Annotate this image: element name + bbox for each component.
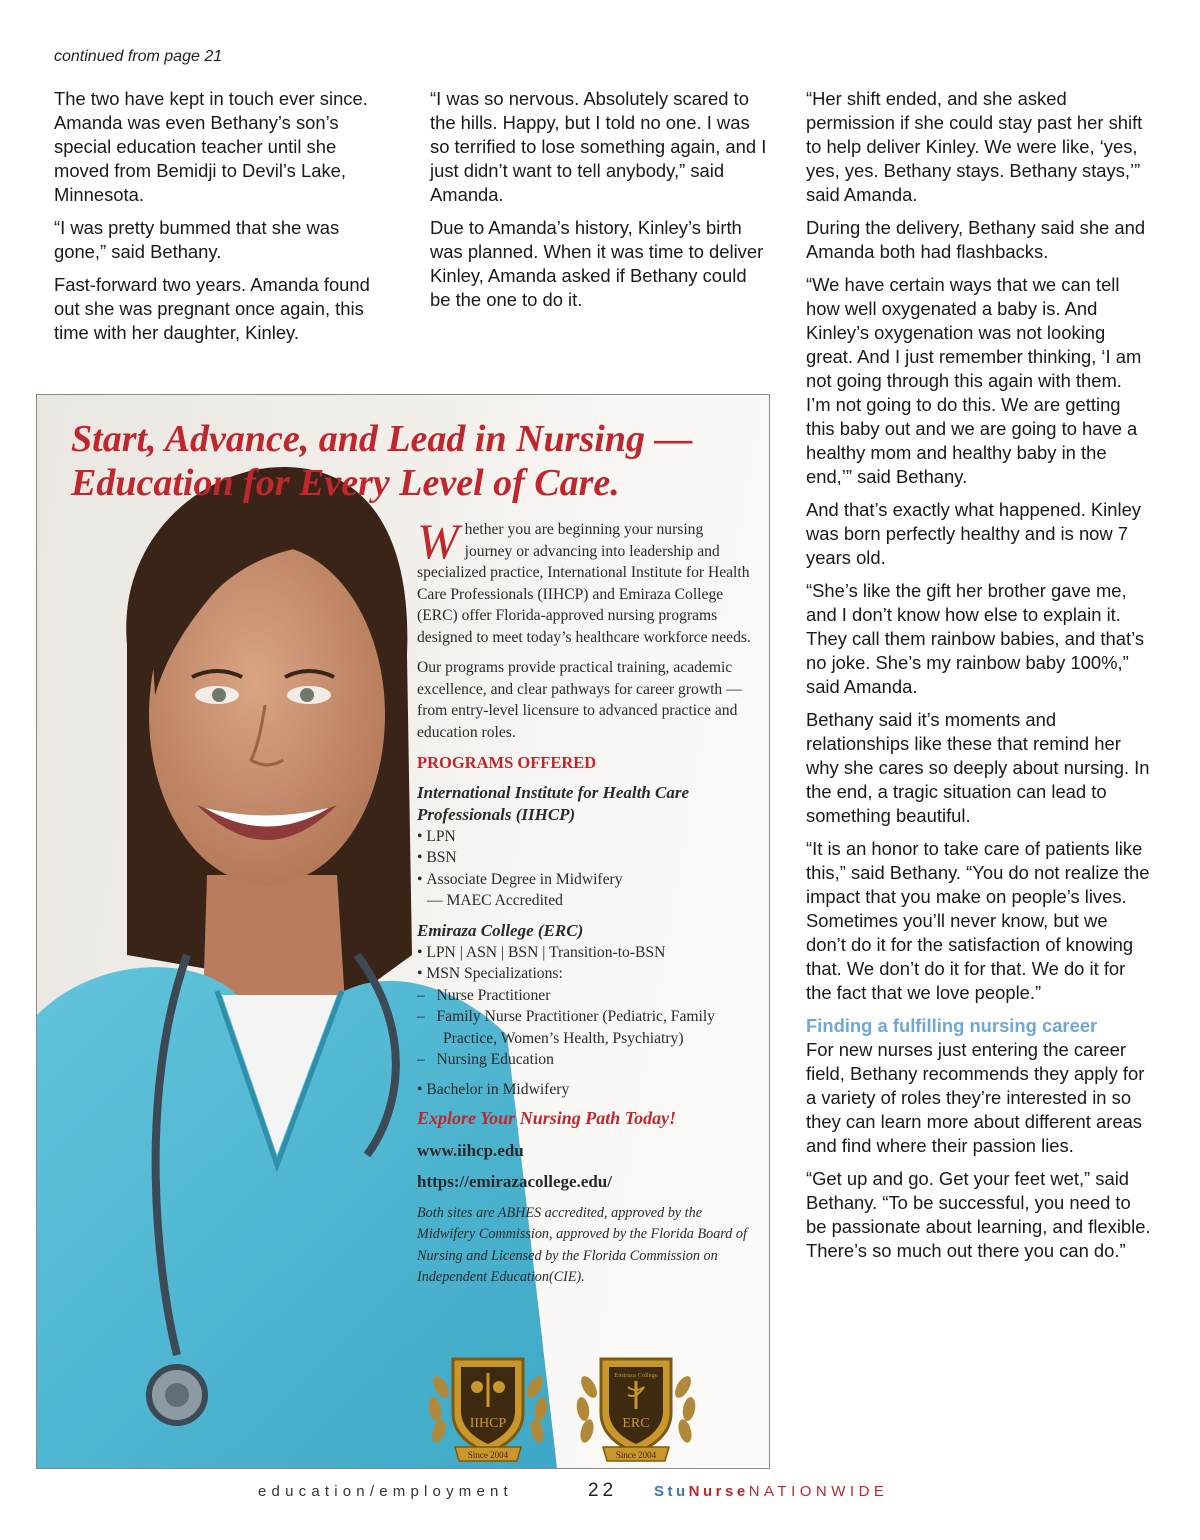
paragraph: Bethany said it’s moments and relationships like these that remind her why she cares so deeply about nursing. In the end, a tragic situation can lead to something beautiful. xyxy=(806,709,1150,826)
paragraph: “I was pretty bummed that she was gone,” said Bethany. xyxy=(54,217,340,262)
list-item: • BSN xyxy=(417,847,753,869)
paragraph: “I was so nervous. Absolutely scared to the hills. Happy, but I told no one. I was so terrified to lose something again, and I just didn’t want to tell anybody,” said Amanda. xyxy=(430,88,767,205)
ad-paragraph: Our programs provide practical training, academic excellence, and clear pathways for career growth — from entry-level licensure to advanced practice and education roles. xyxy=(417,659,742,741)
sub-list-item: – Nurse Practitioner xyxy=(417,985,753,1007)
msn-specialization-list xyxy=(417,985,753,1071)
paragraph: “Get up and go. Get your feet wet,” said Bethany. “To be successful, you need to be passionate about learning, and flexible. There’s so much out there you can do.” xyxy=(806,1168,1151,1261)
paragraph: And that’s exactly what happened. Kinley was born perfectly healthy and is now 7 years old. xyxy=(806,499,1142,568)
brand-nurse: Nurse xyxy=(688,1483,749,1500)
erc-program-list xyxy=(417,942,753,1101)
paragraph: During the delivery, Bethany said she and Amanda both had flashbacks. xyxy=(806,217,1146,262)
paragraph: “She’s like the gift her brother gave me, and I don’t know how else to explain it. They call them rainbow babies, and that’s no joke. She’s my rainbow baby 100%,” said Amanda. xyxy=(806,580,1145,697)
list-item: • Bachelor in Midwifery xyxy=(417,1079,753,1101)
paragraph: “We have certain ways that we can tell how well oxygenated a baby is. And Kinley’s oxygenation was not looking great. And I just remember thinking, ‘I am not going through this again with them. I’m not going to do this. We are getting this baby out and we are going to have a healthy mom and healthy baby in the end,’” said Bethany. xyxy=(806,274,1142,487)
sub-list-item: – Family Nurse Practitioner (Pediatric, Family Practice, Women’s Health, Psychiatry) xyxy=(417,1006,753,1049)
section-subheading: Finding a fulfilling nursing career xyxy=(806,1015,1098,1036)
list-item xyxy=(417,869,753,912)
nursing-school-advertisement xyxy=(36,394,770,1469)
list-item xyxy=(417,963,753,1071)
erc-seal-logo xyxy=(573,1347,699,1465)
iihcp-program-list xyxy=(417,826,753,912)
brand-stu: Stu xyxy=(654,1483,689,1500)
publication-brand xyxy=(654,1483,888,1500)
seal-label: ERC xyxy=(622,1416,650,1431)
iihcp-url-link[interactable]: www.iihcp.edu xyxy=(417,1140,524,1160)
paragraph: Fast-forward two years. Amanda found out she was pregnant once again, this time with her daughter, Kinley. xyxy=(54,274,370,343)
list-item: • LPN xyxy=(417,826,753,848)
seal-since-text: Since 2004 xyxy=(615,1450,657,1460)
ad-copy xyxy=(417,513,753,1289)
paragraph: Due to Amanda’s history, Kinley’s birth was planned. When it was time to deliver Kinley, Amanda asked if Bethany could be the one to do it. xyxy=(430,217,764,310)
ad-intro xyxy=(417,513,753,648)
article-column-1 xyxy=(54,87,384,354)
ad-headline: Start, Advance, and Lead in Nursing — Education for Every Level of Care. xyxy=(71,418,693,504)
seal-since-text: Since 2004 xyxy=(467,1450,509,1460)
paragraph: For new nurses just entering the career field, Bethany recommends they apply for a variety of roles they’re interested in so they can learn more about different areas and find where their passion lies. xyxy=(806,1039,1145,1156)
paragraph: “It is an honor to take care of patients like this,” said Bethany. “You do not realize the impact that you make on people’s lives. Sometimes you’ll never know, but we don’t do it for the satisfaction of knowing that. We don’t do it for that. We do it for the fact that we love people.” xyxy=(806,838,1150,1003)
programs-heading: PROGRAMS OFFERED xyxy=(417,753,597,772)
paragraph: The two have kept in touch ever since. Amanda was even Bethany’s son’s special education teacher until she moved from Bemidji to Devil’s Lake, Minnesota. xyxy=(54,88,368,205)
sub-list-item: – Nursing Education xyxy=(417,1049,753,1071)
article-column-2 xyxy=(430,87,770,321)
iihcp-seal-logo xyxy=(425,1347,551,1465)
ad-intro-text: hether you are beginning your nursing journey or advancing into leadership and specialized practice, International Institute for Health Care Professionals (IIHCP) and Emiraza College (ERC) offer Florida-approved nursing programs designed to meet today’s healthcare workforce needs. xyxy=(417,521,751,646)
erc-url-link[interactable]: https://emirazacollege.edu/ xyxy=(417,1172,612,1191)
iihcp-name: International Institute for Health Care Professionals (IIHCP) xyxy=(417,782,690,824)
brand-nationwide: NATIONWIDE xyxy=(748,1483,889,1500)
paragraph: “Her shift ended, and she asked permission if she could stay past her shift to help deliver Kinley. We were like, ‘yes, yes, yes. Bethany stays. Bethany stays,’” said Amanda. xyxy=(806,88,1143,205)
footer-section-label: education/employment xyxy=(258,1483,513,1500)
seal-top-text: Emiraza College xyxy=(614,1372,658,1379)
list-item-text: Associate Degree in Midwifery xyxy=(426,870,623,888)
accreditation-disclaimer: Both sites are ABHES accredited, approved by the Midwifery Commission, approved by the Florida Board of Nursing and Licensed by the Florida Commission on Independent Education(CIE). xyxy=(417,1204,747,1285)
drop-cap: W xyxy=(417,513,459,569)
erc-name: Emiraza College (ERC) xyxy=(417,920,584,940)
call-to-action: Explore Your Nursing Path Today! xyxy=(417,1108,677,1128)
list-item: • LPN | ASN | BSN | Transition-to-BSN xyxy=(417,942,753,964)
page-footer xyxy=(0,1480,1200,1506)
accreditation-note: — MAEC Accredited xyxy=(427,892,563,909)
page-number: 22 xyxy=(588,1480,618,1501)
seal-label: IIHCP xyxy=(469,1416,507,1431)
continued-note: continued from page 21 xyxy=(54,48,223,65)
list-item-text: MSN Specializations: xyxy=(426,965,563,982)
article-column-3 xyxy=(806,87,1151,1272)
